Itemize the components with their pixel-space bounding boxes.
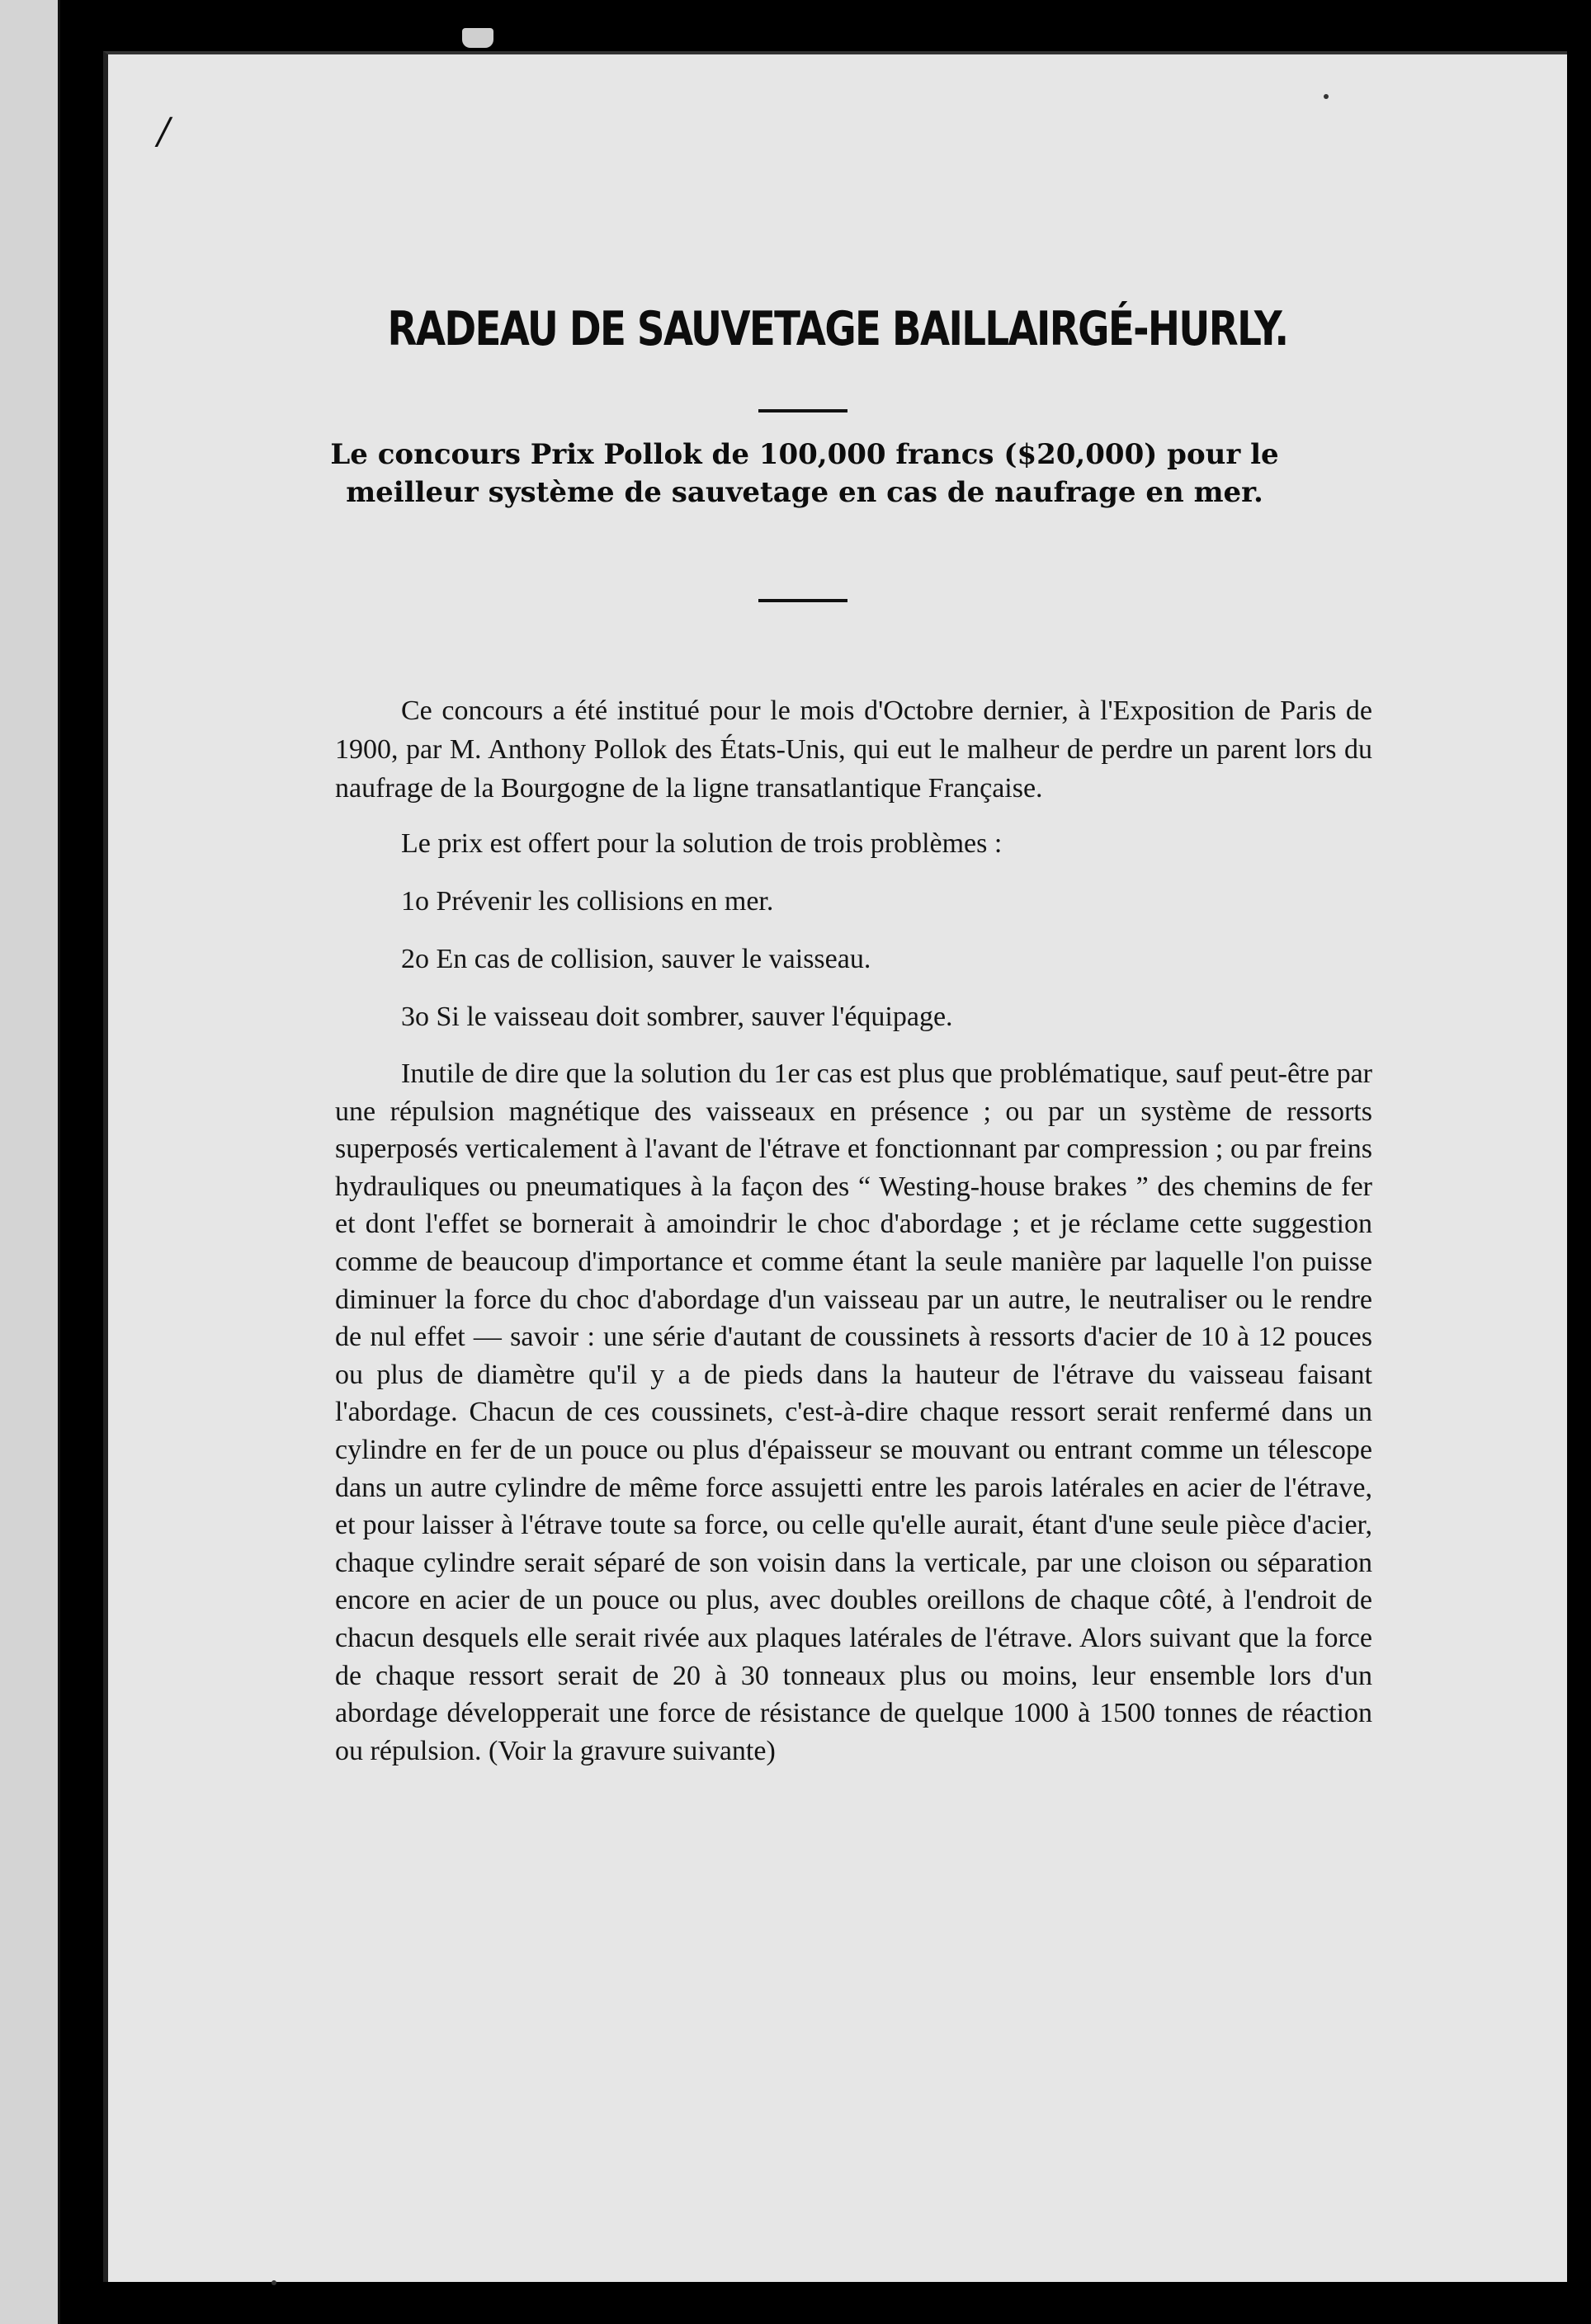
page-title: RADEAU DE SAUVETAGE BAILLAIRGÉ-HURLY. <box>387 302 1288 356</box>
paragraph-problems: Le prix est offert pour la solution de trois problèmes : <box>401 828 1003 859</box>
list-item-3: 3o Si le vaisseau doit sombrer, sauver l'équipage. <box>401 1002 953 1032</box>
scan-speck <box>271 2280 276 2285</box>
scan-artifact <box>462 28 493 48</box>
adjacent-page-edge <box>0 0 60 2324</box>
body-text <box>335 691 1372 1786</box>
paragraph-discussion: Inutile de dire que la solution du 1er cas est plus que problématique, sauf peut-être par une répulsion magnétique des vaisseaux en présence ; ou par un système de ressorts superposés verticalement à l'avant de l'étrave et fonctionnant par compression ; ou par freins hydrauliques ou pneumatiques à la façon des “ Westing-house brakes ” des chemins de fer et dont l'effet se bornerait à amoindrir le choc d'abordage ; et je réclame cette suggestion comme de beaucoup d'importance et comme étant la seule manière par laquelle l'on puisse diminuer la force du choc d'abordage d'un vaisseau par un autre, le neutraliser ou le rendre de nul effet — savoir : une série d'autant de coussinets à ressorts d'acier de 10 à 12 pouces ou plus de diamètre qu'il y a de pieds dans la hauteur de l'étrave du vaisseau faisant l'abordage. Chacun de ces coussinets, c'est-à-dire chaque ressort serait renfermé dans un cylindre en fer de un pouce ou plus d'épaisseur se mouvant ou entrant comme un télescope dans un autre cylindre de même force assujetti entre les parois latérales en acier de l'étrave, et pour laisser à l'étrave toute sa force, ou celle qu'elle aurait, étant d'une seule pièce d'acier, chaque cylindre serait séparé de son voisin dans la verticale, par une cloison ou séparation encore en acier de un pouce ou plus, avec doubles oreillons de chaque côté, à l'endroit de chacun desquels elle serait rivée aux plaques latérales de l'étrave. Alors suivant que la force de chaque ressort serait de 20 à 30 tonneaux plus ou moins, leur ensemble lors d'un abordage développerait une force de résistance de quelque 1000 à 1500 tonnes de réaction ou répulsion. (Voir la gravure suivante) <box>335 1058 1372 1766</box>
subtitle: Le concours Prix Pollok de 100,000 francs ($20,000) pour le meilleur système de sauvetage en cas de naufrage en mer. <box>330 438 1279 509</box>
title-rule <box>758 409 847 412</box>
list-item-2: 2o En cas de collision, sauver le vaisseau. <box>401 944 871 974</box>
list-item-1: 1o Prévenir les collisions en mer. <box>401 886 774 917</box>
subtitle-rule <box>758 599 847 602</box>
document-page <box>103 51 1567 2282</box>
page-mark: / <box>158 111 170 153</box>
scan-speck <box>1324 94 1329 99</box>
paragraph-intro: Ce concours a été institué pour le mois d'Octobre dernier, à l'Exposition de Paris de 1900, par M. Anthony Pollok des États-Unis, qui eut le malheur de perdre un parent lors du naufrage de la Bourgogne de la ligne transatlantique Française. <box>335 695 1372 804</box>
